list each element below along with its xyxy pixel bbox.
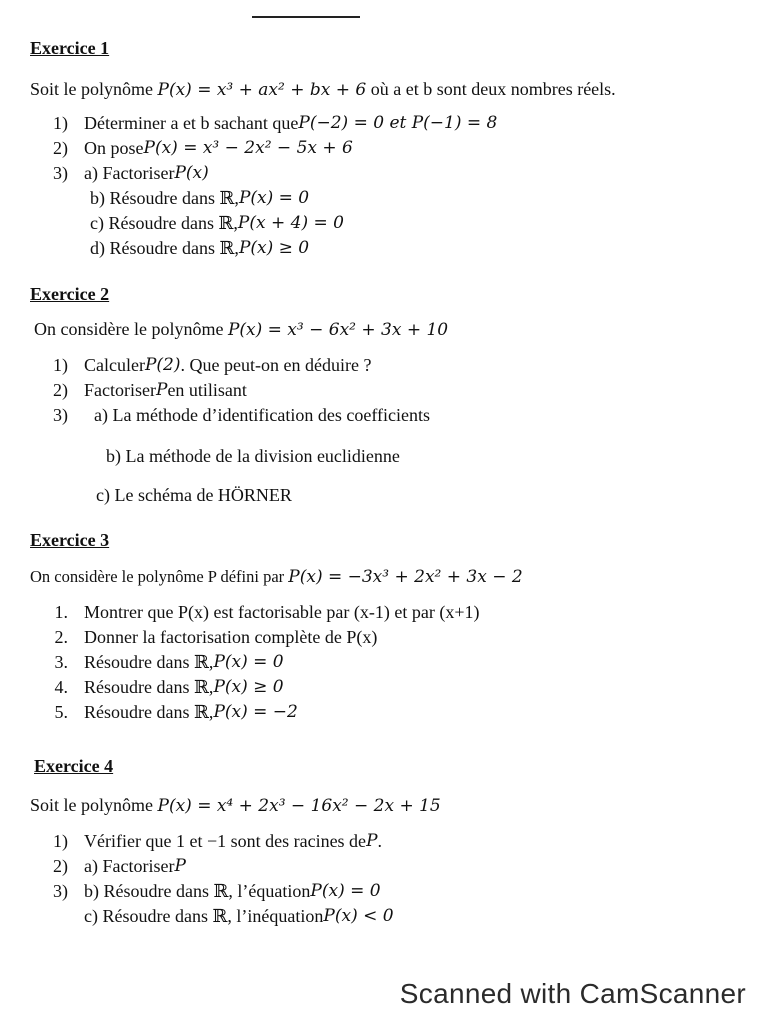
exercise-statement: Soit le polynôme P(x) = x⁴ + 2x³ − 16x² − 2x + 15 xyxy=(30,795,441,816)
question-item: 3) a) La méthode d’identification des coefficients xyxy=(53,405,431,425)
question-item: b) La méthode de la division euclidienne xyxy=(106,446,400,466)
question-item: 5. Résoudre dans ℝ, P(x) = −2 xyxy=(54,702,298,722)
exercise-title: Exercice 2 xyxy=(30,284,110,304)
question-list xyxy=(30,111,750,261)
question-item: b) Résoudre dans ℝ, P(x) = 0 xyxy=(90,188,310,208)
exercise-3 xyxy=(30,530,750,725)
exercise-title: Exercice 4 xyxy=(34,756,114,776)
question-item: 4. Résoudre dans ℝ, P(x) ≥ 0 xyxy=(54,677,284,697)
question-item: 2) a) Factoriser P xyxy=(53,856,186,876)
exercise-statement: On considère le polynôme P défini par P(x) = −3x³ + 2x² + 3x − 2 xyxy=(30,567,523,587)
question-item: 2) Factoriser P en utilisant xyxy=(53,380,247,400)
question-list xyxy=(30,600,750,725)
question-item: 1) Déterminer a et b sachant que P(−2) = 0 et P(−1) = 8 xyxy=(53,113,498,133)
exercise-title: Exercice 1 xyxy=(30,38,110,58)
camscanner-watermark: Scanned with CamScanner xyxy=(399,978,746,1009)
question-item: 3) b) Résoudre dans ℝ, l’équation P(x) = 0 xyxy=(53,881,381,901)
exercise-1 xyxy=(30,38,750,261)
question-item: 3) a) Factoriser P(x) xyxy=(53,163,209,183)
exercise-title: Exercice 3 xyxy=(30,530,110,550)
exercise-4 xyxy=(30,756,754,929)
question-item: c) Résoudre dans ℝ, l’inéquation P(x) < 0 xyxy=(84,906,394,926)
question-item: 1) Calculer P(2) . Que peut-on en déduire ? xyxy=(53,355,372,375)
question-list xyxy=(30,353,750,508)
question-list xyxy=(30,829,754,929)
question-item: 2) On pose P(x) = x³ − 2x² − 5x + 6 xyxy=(53,138,353,158)
question-item: d) Résoudre dans ℝ, P(x) ≥ 0 xyxy=(90,238,310,258)
question-item: 2. Donner la factorisation complète de P(x) xyxy=(54,627,378,647)
question-item: 1. Montrer que P(x) est factorisable par (x-1) et par (x+1) xyxy=(54,602,480,622)
question-item: c) Résoudre dans ℝ, P(x + 4) = 0 xyxy=(90,213,344,233)
top-rule xyxy=(252,16,360,18)
exercise-statement: On considère le polynôme P(x) = x³ − 6x² + 3x + 10 xyxy=(34,319,449,340)
question-item: c) Le schéma de HÖRNER xyxy=(96,485,292,505)
question-item: 3. Résoudre dans ℝ, P(x) = 0 xyxy=(54,652,284,672)
exercise-statement: Soit le polynôme P(x) = x³ + ax² + bx + 6 où a et b sont deux nombres réels. xyxy=(30,79,616,100)
exercise-2 xyxy=(30,284,750,508)
question-item: 1) Vérifier que 1 et −1 sont des racines de P . xyxy=(53,831,383,851)
